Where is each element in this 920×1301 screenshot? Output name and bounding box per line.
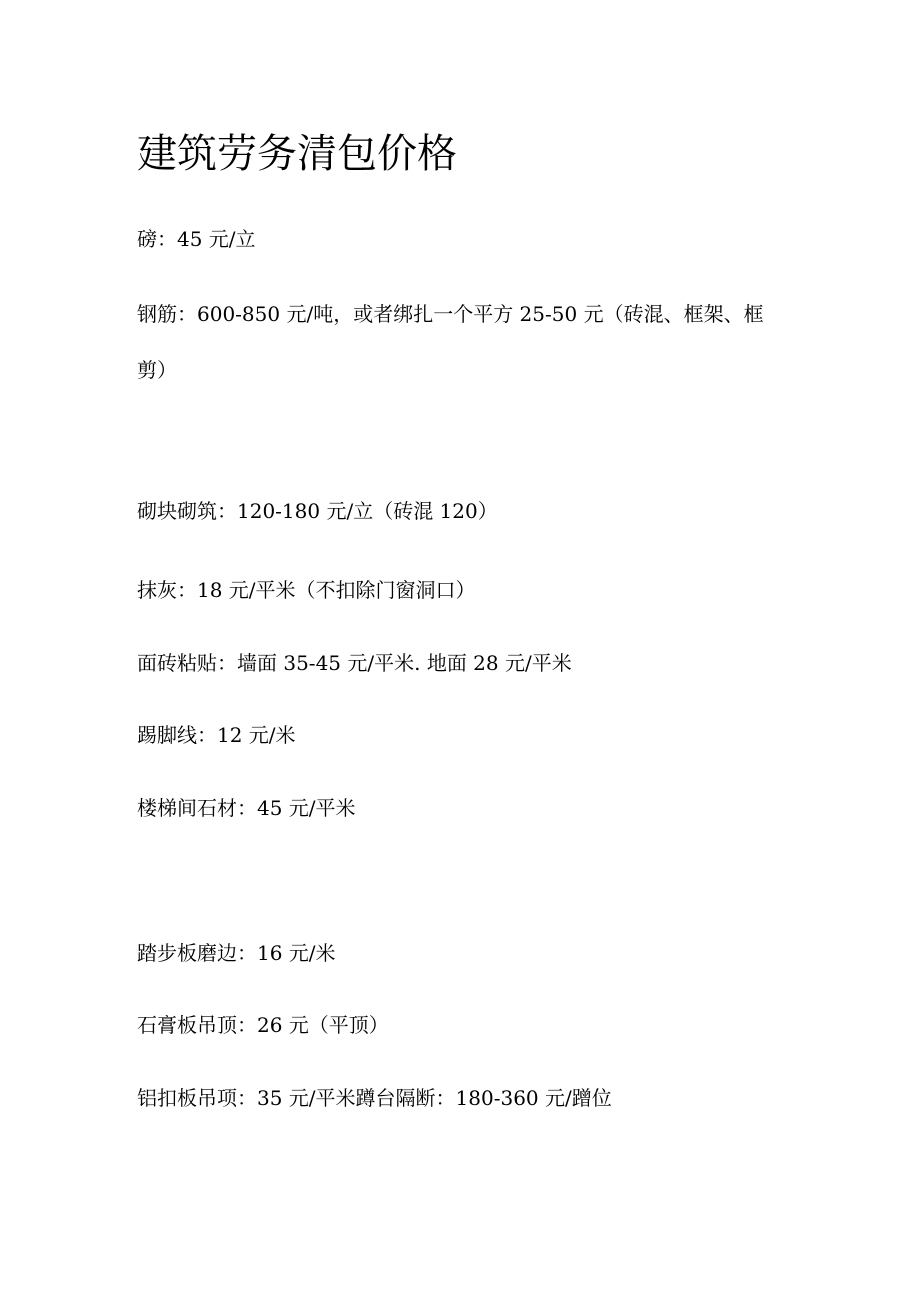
document-title: 建筑劳务清包价格 (137, 131, 457, 177)
price-line-concrete: 磅：45 元/立 (137, 227, 256, 251)
price-line-skirting: 踢脚线：12 元/米 (137, 723, 296, 747)
price-line-aluminum-ceiling: 铝扣板吊项：35 元/平米蹲台隔断：180-360 元/蹭位 (137, 1086, 612, 1110)
price-line-gypsum-ceiling: 石膏板吊顶：26 元（平顶） (137, 1013, 389, 1037)
price-line-block-masonry: 砌块砌筑：120-180 元/立（砖混 120） (137, 499, 498, 523)
price-line-plastering: 抹灰：18 元/平米（不扣除门窗洞口） (137, 578, 476, 602)
price-line-tile-laying: 面砖粘贴：墙面 35-45 元/平米. 地面 28 元/平米 (137, 651, 572, 675)
price-line-stair-stone: 楼梯间石材：45 元/平米 (137, 796, 356, 820)
price-line-rebar: 钢筋：600-850 元/吨，或者绑扎一个平方 25-50 元（砖混、框架、框剪） (137, 302, 764, 382)
price-line-step-edging: 踏步板磨边：16 元/米 (137, 941, 336, 965)
